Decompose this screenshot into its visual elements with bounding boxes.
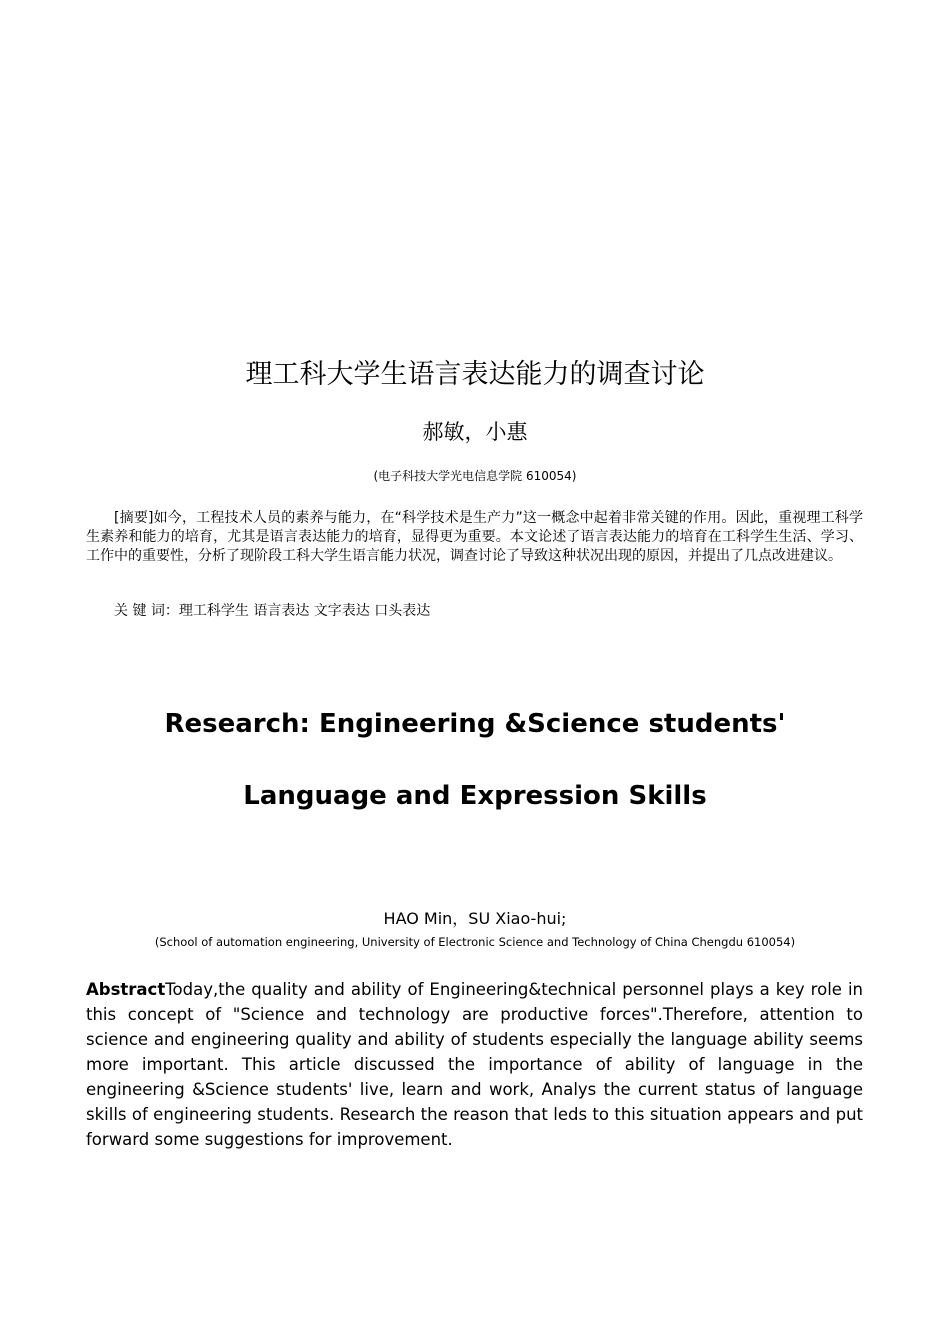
- chinese-keywords: 关 键 词：理工科学生 语言表达 文字表达 口头表达: [114, 603, 431, 619]
- english-authors: HAO Min，SU Xiao-hui;: [383, 909, 567, 928]
- chinese-title: 理工科大学生语言表达能力的调查讨论: [245, 359, 705, 390]
- english-affiliation: (School of automation engineering, University of Electronic Science and Technology of China Chengdu 610054): [154, 935, 796, 949]
- chinese-authors: 郝敏，小惠: [422, 420, 528, 444]
- english-title-line-1: Research: Engineering &Science students': [164, 709, 786, 739]
- abstract-text: Today,the quality and ability of Engineering&technical personnel plays a key role in this concept of "Science and technology are productive forces".Therefore, attention to science and engineering quality and ability of students especially the language ability seems more important. This article discussed the importance of ability of language in the engineering &Science students' live, learn and work, Analys the current status of language skills of engineering students. Research the reason that leds to this situation appears and put forward some suggestions for improvement.: [86, 980, 863, 1149]
- english-abstract: [86, 977, 863, 1152]
- chinese-abstract: [摘要]如今，工程技术人员的素养与能力，在“科学技术是生产力”这一概念中起着非常关键的作用。因此，重视理工科学生素养和能力的培育，尤其是语言表达能力的培育，显得更为重要。本文论述了语言表达能力的培育在工科学生生活、学习、工作中的重要性，分析了现阶段工科大学生语言能力状况，调查讨论了导致这种状况出现的原因，并提出了几点改进建议。: [86, 510, 863, 564]
- english-title: [0, 706, 950, 850]
- abstract-label: Abstract: [86, 980, 166, 999]
- chinese-affiliation: (电子科技大学光电信息学院 610054): [373, 469, 577, 483]
- english-title-line-2: Language and Expression Skills: [243, 781, 707, 811]
